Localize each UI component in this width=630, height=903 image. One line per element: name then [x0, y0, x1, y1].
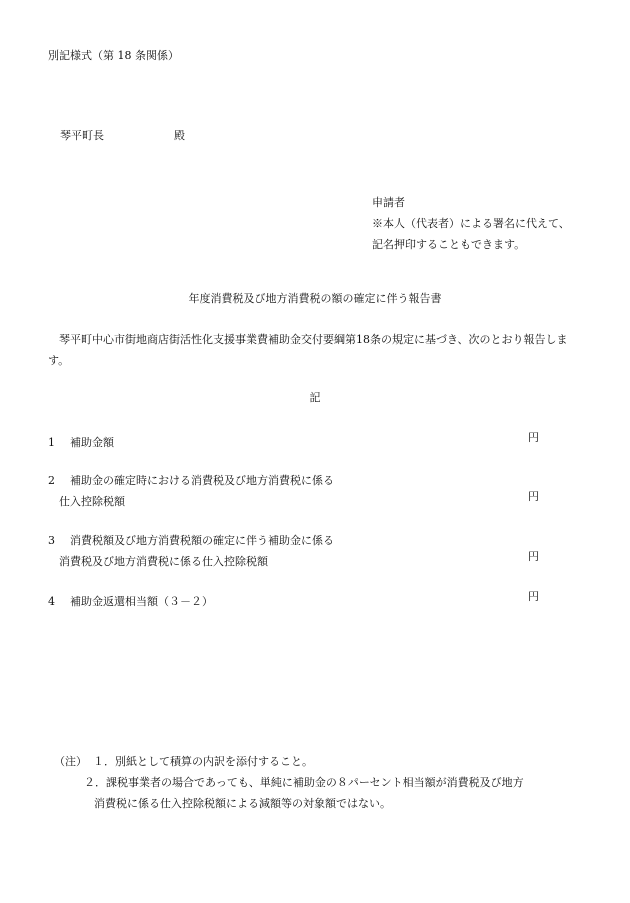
item-line2: 仕入控除税額	[59, 495, 125, 508]
item-1	[48, 432, 114, 453]
ki-heading: 記	[309, 391, 321, 404]
item-4	[48, 591, 213, 612]
item-line2: 消費税及び地方消費税に係る仕入控除税額	[59, 555, 268, 568]
item-3	[48, 530, 334, 572]
item-1-unit: 円	[528, 431, 539, 444]
item-3-unit: 円	[528, 550, 539, 563]
item-number: 2	[48, 474, 55, 487]
item-line1: 補助金の確定時における消費税及び地方消費税に係る	[70, 474, 334, 487]
applicant-note-line2: 記名押印することもできます。	[372, 238, 526, 251]
note-2-line1: ２．課税事業者の場合であっても、単純に補助金の８パーセント相当額が消費税及び地方	[84, 776, 524, 789]
item-2-unit: 円	[528, 490, 539, 503]
document-title: 年度消費税及び地方消費税の額の確定に伴う報告書	[188, 292, 442, 305]
applicant-label: 申請者	[372, 196, 405, 209]
item-number: 3	[48, 534, 55, 547]
note-2-line2: 消費税に係る仕入控除税額による減額等の対象額ではない。	[94, 797, 391, 810]
applicant-note-line1: ※本人（代表者）による署名に代えて、	[372, 217, 570, 230]
body-text: 琴平町中心市街地商店街活性化支援事業費補助金交付要綱第18条の規定に基づき、次のとおり報告します。	[48, 333, 568, 367]
addressee-honorific: 殿	[174, 129, 185, 142]
item-line1: 補助金返還相当額（３－２）	[70, 595, 213, 608]
item-line1: 消費税額及び地方消費税額の確定に伴う補助金に係る	[70, 534, 334, 547]
item-4-unit: 円	[528, 590, 539, 603]
form-label: 別記様式（第 18 条関係）	[48, 49, 179, 62]
note-1: １．別紙として積算の内訳を添付すること。	[93, 755, 313, 768]
item-number: 1	[48, 436, 55, 449]
item-2	[48, 470, 334, 512]
item-number: 4	[48, 595, 55, 608]
notes-block	[54, 751, 524, 814]
item-line1: 補助金額	[70, 436, 114, 449]
addressee	[60, 130, 185, 141]
applicant-block	[372, 192, 570, 255]
notes-prefix: （注）	[54, 755, 87, 768]
addressee-name: 琴平町長	[60, 129, 104, 142]
